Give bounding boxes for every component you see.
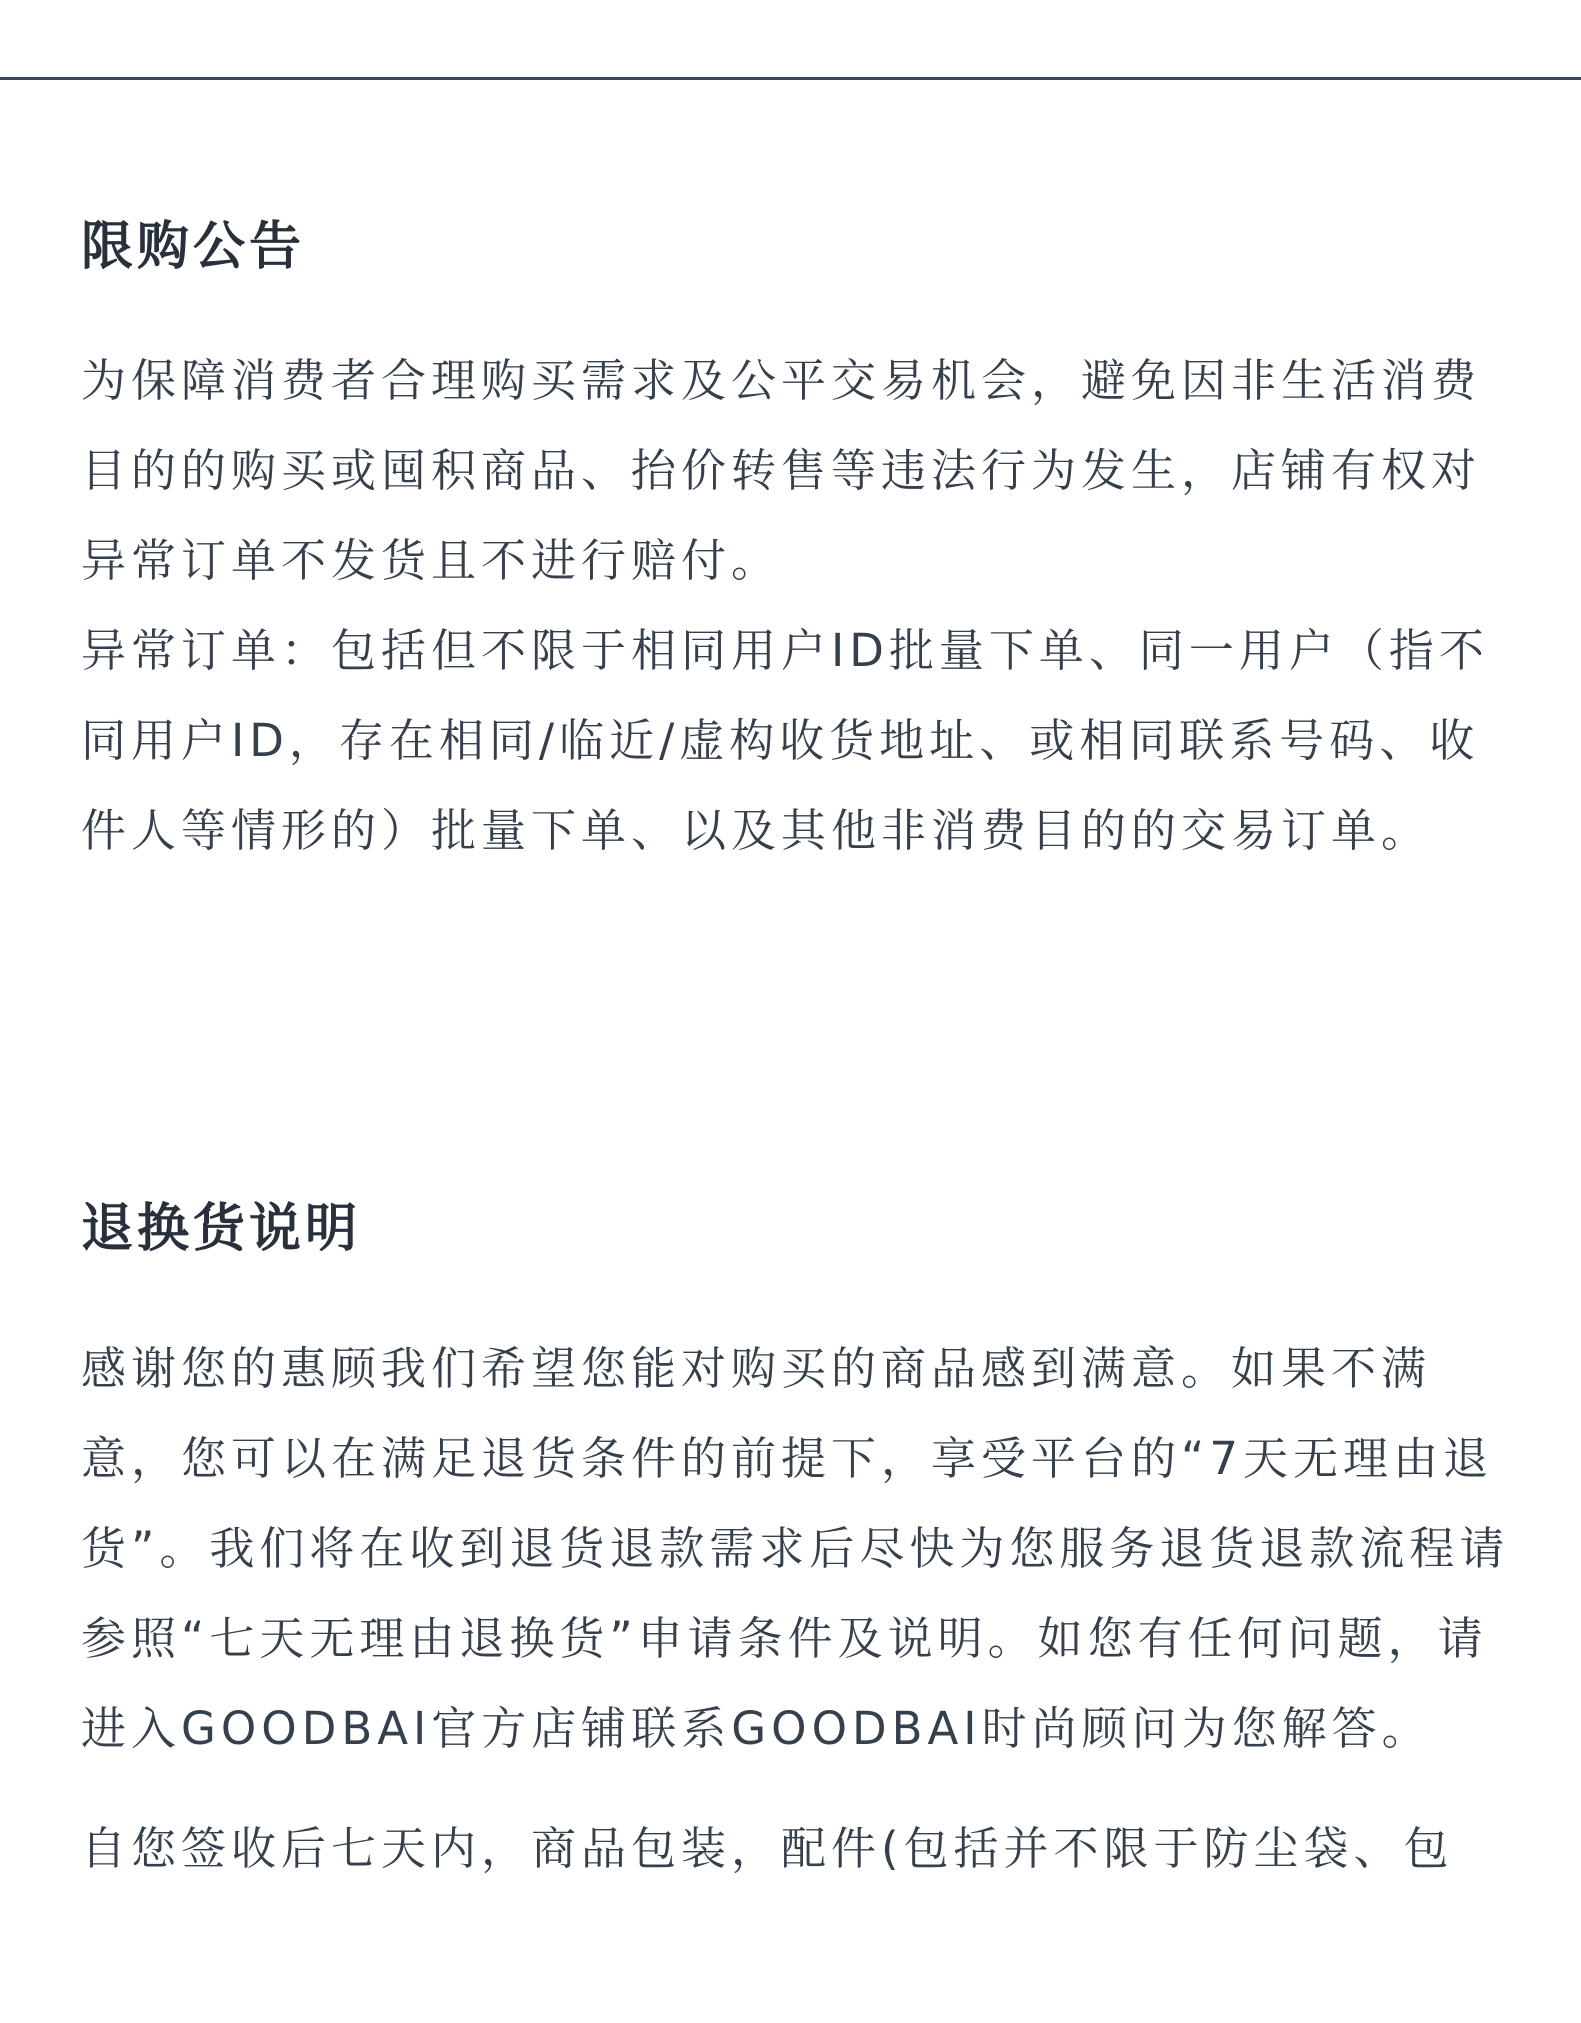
limit-notice-paragraph-2: 异常订单：包括但不限于相同用户ID批量下单、同一用户（指不同用户ID，存在相同/临近/虚构收货地址、或相同联系号码、收件人等情形的）批量下单、以及其他非消费目的的交易订单。	[81, 624, 1489, 857]
return-policy-section	[81, 1194, 1511, 1894]
limit-notice-paragraph-1: 为保障消费者合理购买需求及公平交易机会，避免因非生活消费目的的购买或囤积商品、抬价转售等违法行为发生，店铺有权对异常订单不发货且不进行赔付。	[81, 354, 1482, 587]
policy-content	[81, 200, 1511, 1894]
return-policy-paragraph-1: 感谢您的惠顾我们希望您能对购买的商品感到满意。如果不满意，您可以在满足退货条件的前提下，享受平台的“7天无理由退货”。我们将在收到退货退款需求后尽快为您服务退货退款流程请参照“七天无理由退换货”申请条件及说明。如您有任何问题，请进入GOODBAI官方店铺联系GOODBAI时尚顾问为您解答。	[81, 1342, 1510, 1755]
limit-notice-title: 限购公告	[81, 217, 306, 277]
return-policy-title: 退换货说明	[81, 1199, 362, 1259]
return-policy-paragraph-2: 自您签收后七天内，商品包装，配件(包括并不限于防尘袋、包	[81, 1822, 1454, 1875]
limit-notice-section	[81, 212, 1511, 876]
top-divider	[0, 77, 1581, 80]
